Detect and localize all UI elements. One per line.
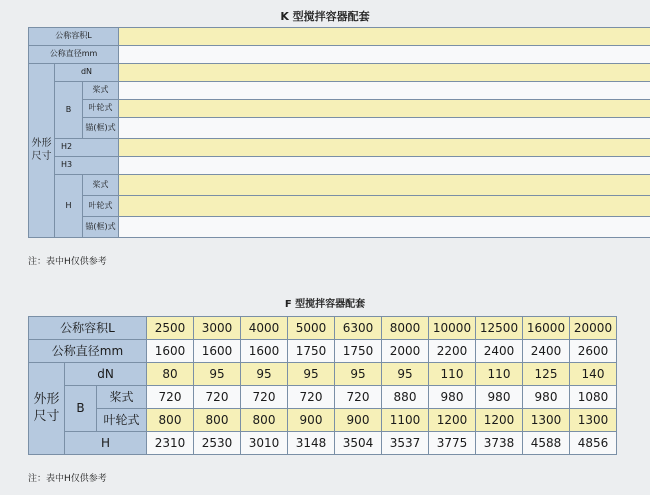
f-h-cell: 3537 (382, 432, 429, 455)
f-b-paddle-cell: 720 (241, 386, 288, 409)
f-diameter-cell: 1600 (194, 340, 241, 363)
f-volume-cell: 5000 (288, 317, 335, 340)
f-h-cell: 4856 (570, 432, 617, 455)
k-h-impeller-label: 叶轮式 (83, 196, 119, 217)
f-dn-cell: 95 (288, 363, 335, 386)
k-row-b-anchor (29, 118, 650, 139)
k-row-dn (29, 64, 650, 82)
k-b-anchor-label: 锚(框)式 (83, 118, 119, 139)
f-b-impeller-cell: 800 (147, 409, 194, 432)
k-dn-label: dN (55, 64, 119, 82)
k-row-h-paddle (29, 175, 650, 196)
f-b-paddle-cell: 980 (476, 386, 523, 409)
k-b-paddle-cell (119, 82, 650, 100)
f-dn-label: dN (65, 363, 147, 386)
f-diameter-cell: 1600 (241, 340, 288, 363)
k-row-b-paddle (29, 82, 650, 100)
f-b-impeller-cell: 800 (241, 409, 288, 432)
f-h-cell: 3504 (335, 432, 382, 455)
f-b-paddle-cell: 980 (429, 386, 476, 409)
f-dn-cell: 110 (429, 363, 476, 386)
f-h-cell: 3738 (476, 432, 523, 455)
k-table-title: K 型搅拌容器配套 (280, 10, 370, 23)
k-row-diameter (29, 46, 650, 64)
f-b-paddle-cell: 720 (288, 386, 335, 409)
k-h3-label: H3 (55, 157, 119, 175)
k-diameter-label: 公称直径mm (29, 46, 119, 64)
f-volume-cell: 12500 (476, 317, 523, 340)
k-h-anchor-label: 锚(框)式 (83, 217, 119, 238)
f-h-cell: 3010 (241, 432, 288, 455)
f-b-paddle-cell: 720 (147, 386, 194, 409)
f-b-group-label: B (65, 386, 97, 432)
f-type-spec-table (28, 316, 617, 455)
f-b-impeller-cell: 900 (335, 409, 382, 432)
f-volume-cell: 2500 (147, 317, 194, 340)
f-row-b-paddle (29, 386, 617, 409)
k-outer-dimensions-label: 外形尺寸 (29, 64, 55, 238)
f-diameter-cell: 1750 (288, 340, 335, 363)
f-outer-dimensions-label: 外形尺寸 (29, 363, 65, 455)
f-b-impeller-cell: 1300 (523, 409, 570, 432)
f-b-impeller-cell: 1200 (476, 409, 523, 432)
f-b-impeller-cell: 800 (194, 409, 241, 432)
f-volume-cell: 8000 (382, 317, 429, 340)
f-table-title: F 型搅拌容器配套 (284, 299, 366, 310)
f-volume-cell: 6300 (335, 317, 382, 340)
f-dn-cell: 95 (335, 363, 382, 386)
f-volume-cell: 20000 (570, 317, 617, 340)
f-diameter-cell: 1750 (335, 340, 382, 363)
f-h-cell: 3148 (288, 432, 335, 455)
f-b-impeller-cell: 900 (288, 409, 335, 432)
f-volume-label: 公称容积L (29, 317, 147, 340)
f-b-paddle-cell: 1080 (570, 386, 617, 409)
k-type-spec-table (28, 27, 650, 238)
k-row-b-impeller (29, 100, 650, 118)
k-h-paddle-label: 桨式 (83, 175, 119, 196)
k-row-volume (29, 28, 650, 46)
k-h3-cell (119, 157, 650, 175)
k-b-impeller-label: 叶轮式 (83, 100, 119, 118)
f-b-paddle-cell: 880 (382, 386, 429, 409)
f-h-cell: 2310 (147, 432, 194, 455)
f-dn-cell: 110 (476, 363, 523, 386)
f-dn-cell: 95 (382, 363, 429, 386)
f-row-volume (29, 317, 617, 340)
k-h-paddle-cell (119, 175, 650, 196)
f-volume-cell: 4000 (241, 317, 288, 340)
f-h-cell: 4588 (523, 432, 570, 455)
k-row-h2 (29, 139, 650, 157)
f-dn-cell: 125 (523, 363, 570, 386)
f-diameter-cell: 2200 (429, 340, 476, 363)
f-b-impeller-cell: 1300 (570, 409, 617, 432)
f-dn-cell: 80 (147, 363, 194, 386)
f-row-diameter (29, 340, 617, 363)
f-volume-cell: 16000 (523, 317, 570, 340)
f-diameter-label: 公称直径mm (29, 340, 147, 363)
f-b-impeller-cell: 1100 (382, 409, 429, 432)
k-b-impeller-cell (119, 100, 650, 118)
k-h2-label: H2 (55, 139, 119, 157)
k-volume-label: 公称容积L (29, 28, 119, 46)
k-h-anchor-cell (119, 217, 650, 238)
k-diameter-cell (119, 46, 650, 64)
f-dn-cell: 140 (570, 363, 617, 386)
f-h-cell: 2530 (194, 432, 241, 455)
f-diameter-cell: 2000 (382, 340, 429, 363)
f-b-paddle-cell: 720 (335, 386, 382, 409)
k-b-paddle-label: 桨式 (83, 82, 119, 100)
f-row-h (29, 432, 617, 455)
f-h-cell: 3775 (429, 432, 476, 455)
f-b-paddle-cell: 720 (194, 386, 241, 409)
k-h-impeller-cell (119, 196, 650, 217)
k-row-h3 (29, 157, 650, 175)
k-b-anchor-cell (119, 118, 650, 139)
k-volume-cell (119, 28, 650, 46)
k-table-note: 注：表中H仅供参考 (28, 257, 107, 267)
k-b-group-label: B (55, 82, 83, 139)
f-b-paddle-label: 桨式 (97, 386, 147, 409)
f-table-note: 注：表中H仅供参考 (28, 474, 107, 484)
k-h-group-label: H (55, 175, 83, 238)
f-diameter-cell: 2400 (476, 340, 523, 363)
f-diameter-cell: 2400 (523, 340, 570, 363)
f-dn-cell: 95 (241, 363, 288, 386)
k-row-h-impeller (29, 196, 650, 217)
f-h-label: H (65, 432, 147, 455)
f-b-impeller-cell: 1200 (429, 409, 476, 432)
f-b-paddle-cell: 980 (523, 386, 570, 409)
f-diameter-cell: 1600 (147, 340, 194, 363)
f-row-b-impeller (29, 409, 617, 432)
f-row-dn (29, 363, 617, 386)
f-diameter-cell: 2600 (570, 340, 617, 363)
f-dn-cell: 95 (194, 363, 241, 386)
k-dn-cell (119, 64, 650, 82)
k-row-h-anchor (29, 217, 650, 238)
k-h2-cell (119, 139, 650, 157)
f-volume-cell: 10000 (429, 317, 476, 340)
f-b-impeller-label: 叶轮式 (97, 409, 147, 432)
f-volume-cell: 3000 (194, 317, 241, 340)
